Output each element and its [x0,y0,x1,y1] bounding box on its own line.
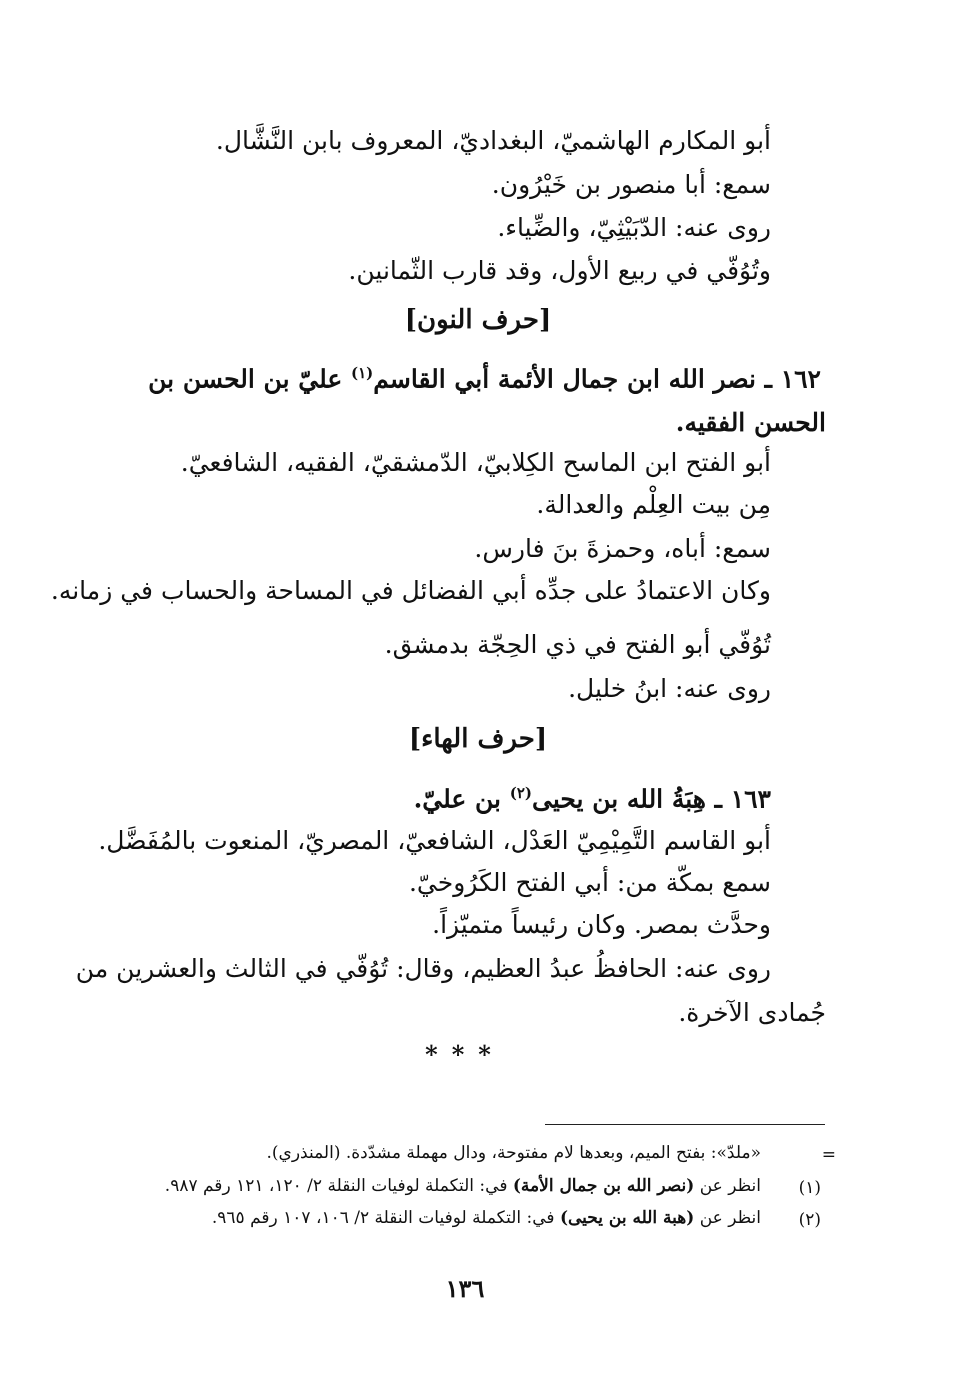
footnote-rule [545,1124,825,1125]
entry-162-title [148,364,821,394]
page-number: ١٣٦ [445,1274,485,1303]
text-line: وتُوُفّي في ربيع الأول، وقد قارب الثّمانين. [348,256,771,285]
entry-163-title-part: ١٦٣ ـ هِبَةُ الله بن يحيى [532,784,771,814]
section-separator-stars: *** [425,1040,505,1069]
text-line: روى عنه: الدّبَيْثِيّ، والضِّياء. [497,213,771,242]
text-line: سمع: أباه، وحمزةَ بنَ فارس. [474,534,771,563]
footnote-text: «ملدّ»: بفتح الميم، وبعدها لام مفتوحة، ودال مهملة مشدّدة. (المنذري). [266,1143,761,1163]
text-line: أبو القاسم التَّمِيْمِيّ العَدْل، الشافعيّ، المصريّ، المنعوت بالمُفَضَّل. [98,826,771,855]
entry-162-title-cont: الحسن الفقيه. [675,408,826,437]
footnote-text [212,1210,761,1227]
footnote-text-part: في: التكملة لوفيات النقلة ٢/ ١٢٠، ١٢١ رقم ٩٨٧. [164,1176,508,1196]
footnote-mark: (١) [798,1178,821,1198]
section-heading-nun: [حرف النون] [404,305,552,335]
footnote-text-bold: (هبة الله بن يحيى) [559,1208,695,1228]
entry-162-title-part: ١٦٢ ـ نصر الله ابن جمال الأئمة أبي القاسم [373,364,821,394]
text-line: جُمادى الآخرة. [678,998,826,1027]
entry-163-title [413,784,771,814]
footnote-ref-2: (٢) [509,784,533,802]
text-line: وحدَّث بمصر. وكان رئيساً متميّزاً. [432,910,771,939]
text-line: سمع بمكّة من: أبي الفتح الكَرُوخيّ. [408,868,771,897]
text-line: وكان الاعتمادُ على جدِّه أبي الفضائل في المساحة والحساب في زمانه. [50,576,771,605]
footnote-text-part: انظر عن [699,1208,761,1228]
footnote-text-bold: (نصر الله بن جمال الأمة) [512,1176,695,1196]
entry-162-title-part: عليّ بن الحسن بن [148,364,343,394]
text-line: تُوُفّي أبو الفتح في ذي الحِجّة بدمشق. [384,630,771,659]
section-heading-ha: [حرف الهاء] [408,724,548,754]
footnote-mark: = [821,1145,836,1165]
text-line: مِن بيت العِلْم والعدالة. [536,490,771,519]
text-line: روى عنه: ابنُ خليل. [568,674,771,703]
footnote-ref-1: (١) [351,364,374,382]
text-line: أبو الفتح ابن الماسح الكِلابيّ، الدّمشقيّ، الفقيه، الشافعيّ. [180,448,771,477]
footnote-text-part: في: التكملة لوفيات النقلة ٢/ ١٠٦، ١٠٧ رقم ٩٦٥. [211,1208,555,1228]
text-line: أبو المكارم الهاشميّ، البغداديّ، المعروف بابن النَّشَّال. [215,126,771,155]
footnote-mark: (٢) [798,1210,821,1230]
text-line: سمع: أبا منصور بن خَيْرُون. [491,170,771,199]
footnote-text-part: انظر عن [699,1176,761,1196]
entry-163-title-part: بن عليّ. [413,784,502,814]
footnote-text [165,1178,761,1195]
text-line: روى عنه: الحافظُ عبدُ العظيم، وقال: تُوُفّي في الثالث والعشرين من [75,954,771,983]
